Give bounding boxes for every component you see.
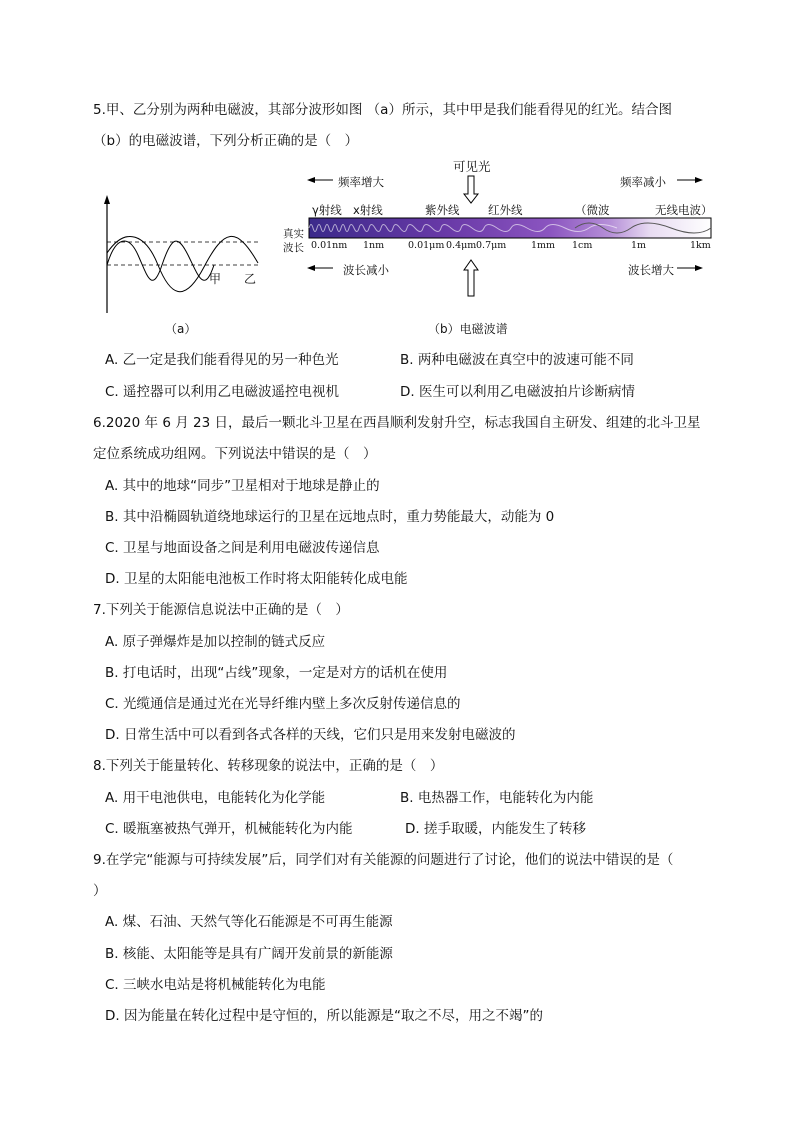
- q6-stem-line2: 定位系统成功组网。下列说法中错误的是（ ）: [93, 446, 377, 462]
- freq-increase-label: 频率增大: [338, 175, 384, 189]
- figure-a-label-jia: 甲: [209, 272, 222, 286]
- q5-option-c[interactable]: C. 遥控器可以利用乙电磁波遥控电视机: [105, 384, 340, 400]
- band-infrared: 红外线: [488, 203, 523, 217]
- tick-1mm: 1mm: [531, 240, 556, 251]
- band-ultraviolet: 紫外线: [425, 203, 460, 217]
- q7-option-b[interactable]: B. 打电话时，出现“占线”现象，一定是对方的话机在使用: [105, 665, 448, 681]
- q9-option-a[interactable]: A. 煤、石油、天然气等化石能源是不可再生能源: [105, 914, 393, 930]
- q6-option-c[interactable]: C. 卫星与地面设备之间是利用电磁波传递信息: [105, 540, 380, 556]
- row-label-line1: 真实: [283, 228, 304, 240]
- q8-option-a[interactable]: A. 用干电池供电，电能转化为化学能: [105, 790, 326, 806]
- q7-option-a[interactable]: A. 原子弹爆炸是加以控制的链式反应: [105, 634, 326, 650]
- band-radio: 无线电波）: [655, 203, 713, 217]
- q9-option-b[interactable]: B. 核能、太阳能等是具有广阔开发前景的新能源: [105, 946, 393, 962]
- q7-option-d[interactable]: D. 日常生活中可以看到各式各样的天线，它们只是用来发射电磁波的: [105, 727, 516, 743]
- q6-option-d[interactable]: D. 卫星的太阳能电池板工作时将太阳能转化成电能: [105, 571, 408, 587]
- q8-option-c[interactable]: C. 暖瓶塞被热气弹开，机械能转化为内能: [105, 821, 353, 837]
- q9-option-c[interactable]: C. 三峡水电站是将机械能转化为电能: [105, 977, 326, 993]
- tick-1cm: 1cm: [572, 240, 593, 251]
- q5-option-a[interactable]: A. 乙一定是我们能看得见的另一种色光: [105, 352, 339, 368]
- q8-option-d[interactable]: D. 搓手取暖，内能发生了转移: [405, 821, 586, 837]
- q7-stem: 7.下列关于能源信息说法中正确的是（ ）: [93, 602, 349, 618]
- q6-option-a[interactable]: A. 其中的地球“同步”卫星相对于地球是静止的: [105, 478, 380, 494]
- freq-decrease-label: 频率减小: [620, 175, 666, 189]
- band-xray: x射线: [353, 203, 383, 217]
- q8-stem: 8.下列关于能量转化、转移现象的说法中，正确的是（ ）: [93, 758, 444, 774]
- q5-option-d[interactable]: D. 医生可以利用乙电磁波拍片诊断病情: [400, 384, 635, 400]
- tick-1nm: 1nm: [363, 240, 385, 251]
- tick-0-7um: 0.7μm: [476, 240, 507, 251]
- tick-1km: 1km: [690, 240, 711, 251]
- q9-stem-line2: ）: [93, 883, 107, 899]
- q5-option-b[interactable]: B. 两种电磁波在真空中的波速可能不同: [400, 352, 634, 368]
- q5-stem-line2: （b）的电磁波谱，下列分析正确的是（ ）: [93, 133, 359, 149]
- visible-light-label: 可见光: [453, 159, 491, 174]
- q7-option-c[interactable]: C. 光缆通信是通过光在光导纤维内壁上多次反射传递信息的: [105, 696, 461, 712]
- band-gamma: γ射线: [312, 203, 342, 217]
- row-label-line2: 波长: [283, 242, 304, 254]
- figure-a-caption: （a）: [165, 322, 197, 336]
- q8-option-b[interactable]: B. 电热器工作，电能转化为内能: [400, 790, 594, 806]
- q9-stem-line1: 9.在学完“能源与可持续发展”后，同学们对有关能源的问题进行了讨论，他们的说法中错误的是（: [93, 852, 674, 868]
- q9-option-d[interactable]: D. 因为能量在转化过程中是守恒的，所以能源是“取之不尽，用之不竭”的: [105, 1008, 543, 1024]
- wavelength-increase-label: 波长增大: [628, 263, 674, 277]
- q6-option-b[interactable]: B. 其中沿椭圆轨道绕地球运行的卫星在远地点时，重力势能最大，动能为 0: [105, 509, 555, 525]
- q5-stem-line1: 5.甲、乙分别为两种电磁波，其部分波形如图 （a）所示，其中甲是我们能看得见的红光。结合图: [93, 102, 672, 118]
- tick-0-01um: 0.01μm: [408, 240, 445, 251]
- tick-0-4um: 0.4μm: [446, 240, 477, 251]
- band-microwave: （微波: [575, 203, 610, 217]
- tick-0-01nm: 0.01nm: [311, 240, 348, 251]
- tick-1m: 1m: [631, 240, 647, 251]
- figure-a-label-yi: 乙: [244, 272, 257, 286]
- figure-a-wave-diagram: [96, 195, 266, 315]
- figure-b-caption: （b）电磁波谱: [428, 322, 508, 336]
- q6-stem-line1: 6.2020 年 6 月 23 日，最后一颗北斗卫星在西昌顺利发射升空，标志我国自主研发、组建的北斗卫星: [93, 415, 701, 431]
- wavelength-decrease-label: 波长减小: [343, 263, 389, 277]
